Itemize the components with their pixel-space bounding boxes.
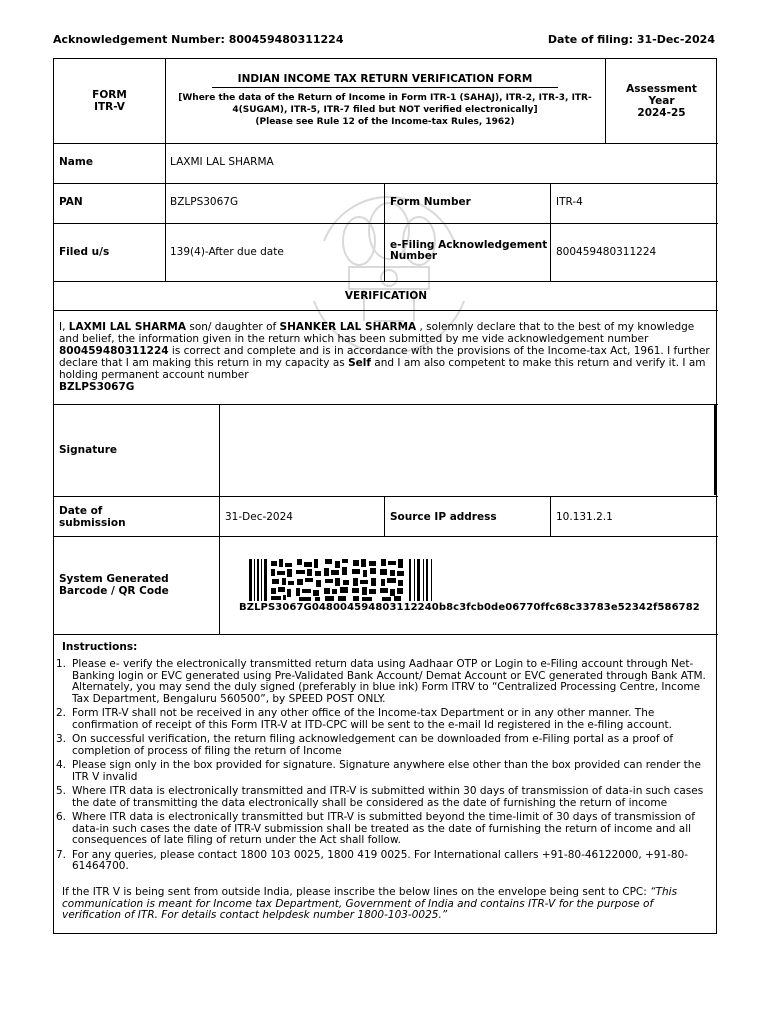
name-label: Name: [59, 156, 93, 168]
envelope-note: If the ITR V is being sent from outside India, please inscribe the below lines on the envelope being sent to CPC: “This communication is meant for Income tax Department, Government of India and contains ITR-V for the purpose of verification of ITR. For details contact helpdesk number 1800-103-0025.”: [62, 886, 678, 921]
filed-us-value: 139(4)-After due date: [170, 246, 284, 258]
efiling-ack-label: e-Filing Acknowledgement Number: [390, 239, 548, 262]
date-submission-value: 31-Dec-2024: [225, 511, 293, 523]
ack-number-header: [53, 33, 344, 46]
efiling-ack-value: 800459480311224: [556, 246, 657, 258]
assessment-year-value: 2024-25: [637, 107, 686, 119]
instruction-item: 7. For any queries, please contact 1800 103 0025, 1800 419 0025. For International callers +91-80-46122000, +91-80-61464700.: [56, 848, 689, 872]
ack-number: 800459480311224: [228, 33, 344, 46]
instruction-item: 5. Where ITR data is electronically transmitted and ITR-V is submitted within 30 days of transmission of data-in such cases the date of transmitting the data electronically shall be considered as the date of furnishing the return of income: [56, 785, 704, 809]
instruction-item: 6. Where ITR data is electronically transmitted but ITR-V is submitted beyond the time-limit of 30 days of transmission of data-in such cases the date of ITR-V submission shall be treated as the date of furnishing the return of income and all consequences of late filing of return under the Act shall follow.: [56, 811, 695, 846]
barcode-label: System Generated Barcode / QR Code: [59, 573, 169, 597]
instruction-item: 2. Form ITR-V shall not be received in any other office of the Income-tax Department or in any other manner. The confirmation of receipt of this Form ITR-V at ITD-CPC will be sent to the e-mail Id registered in the e-filing account.: [56, 707, 672, 731]
form-title: INDIAN INCOME TAX RETURN VERIFICATION FORM: [237, 73, 533, 85]
barcode-icon: [249, 559, 439, 601]
date-submission-label: Date of submission: [59, 505, 126, 529]
form-number-value: ITR-4: [556, 196, 583, 208]
source-ip-label: Source IP address: [390, 511, 497, 523]
assessment-year: Assessment Year 2024-25: [626, 83, 697, 119]
signature-box[interactable]: [220, 405, 716, 495]
instruction-item: 3. On successful verification, the return filing acknowledgement can be downloaded from e-Filing portal as a proof of completion of process of filing the return of Income: [56, 733, 674, 757]
filed-us-label: Filed u/s: [59, 246, 110, 258]
pan-label: PAN: [59, 196, 83, 208]
name-value: LAXMI LAL SHARMA: [170, 156, 274, 168]
top-header: [53, 33, 715, 47]
pan-value: BZLPS3067G: [170, 196, 239, 208]
form-number-label: Form Number: [390, 196, 471, 208]
instruction-item: 4. Please sign only in the box provided for signature. Signature anywhere else other than the box provided can render the ITR V invalid: [56, 759, 701, 783]
instruction-item: 1. Please e- verify the electronically transmitted return data using Aadhaar OTP or Login to e-Filing account through Net-Banking login or EVC generated using Pre-Validated Bank Account/ Demat Account or EVC generated through Bank ATM. Alternately, you may send the duly signed (preferably in blue ink) Form ITRV to “Centralized Processing Centre, Income Tax Department, Bengaluru 560500”, by SPEED POST ONLY.: [56, 658, 706, 705]
form-label: FORM ITR-V: [92, 89, 127, 113]
declaration-text: I, LAXMI LAL SHARMA son/ daughter of SHANKER LAL SHARMA , solemnly declare that to the best of my knowledge and belief, the information given in the return which has been submitted by me vide acknowledgement number 800459480311224 is correct and complete and is in accordance with the provisions of the Income-tax Act, 1961. I further declare that I am making this return in my capacity as Self and I am also competent to make this return and verify it. I am holding permanent account number BZLPS3067G: [59, 321, 710, 393]
itrv-form: [53, 58, 717, 934]
barcode-text: BZLPS3067G048004594803112240b8c3fcb0de06770ffc68c33783e52342f586782: [239, 602, 700, 613]
ack-label: Acknowledgement Number:: [53, 33, 225, 46]
filing-date-header: [548, 33, 715, 46]
verification-heading: VERIFICATION: [344, 290, 428, 302]
filing-date: 31-Dec-2024: [636, 33, 715, 46]
filing-date-label: Date of filing:: [547, 33, 633, 46]
signature-label: Signature: [59, 444, 118, 456]
source-ip-value: 10.131.2.1: [556, 511, 613, 523]
form-rule-note: (Please see Rule 12 of the Income-tax Rules, 1962): [255, 117, 515, 127]
instructions-title: Instructions:: [62, 641, 138, 653]
form-subtitle: [Where the data of the Return of Income in Form ITR-1 (SAHAJ), ITR-2, ITR-3, ITR-4(SUGAM), ITR-5, ITR-7 filed but NOT verified electronically]: [178, 93, 592, 115]
form-title-block: [165, 59, 605, 143]
instructions-list: [56, 659, 712, 876]
